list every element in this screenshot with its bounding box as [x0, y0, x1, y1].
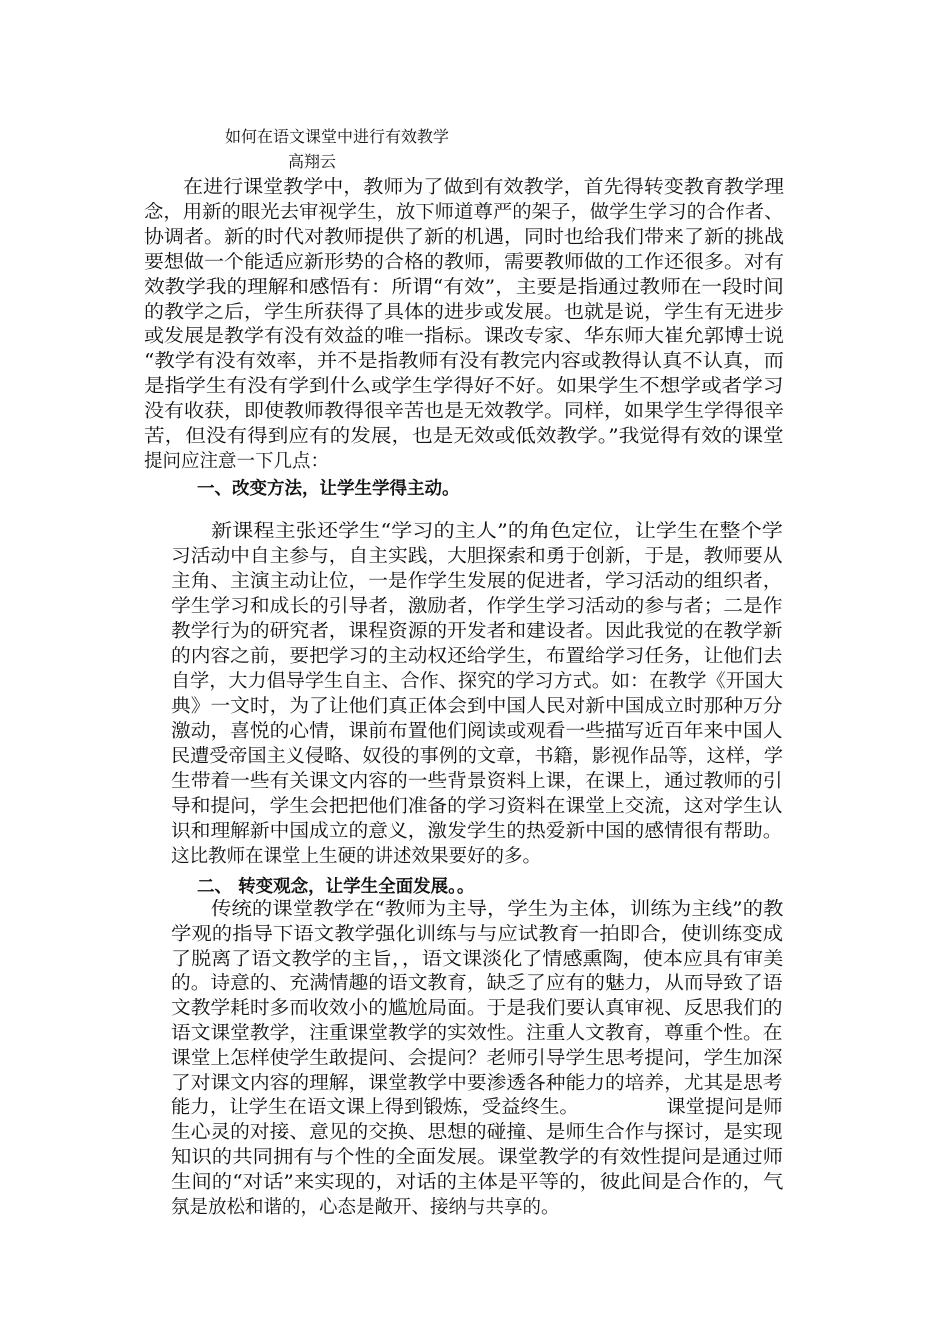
text-line: 识和理解新中国成立的意义，激发学生的热爱新中国的感情很有帮助。 — [171, 821, 783, 842]
text-line: 课堂上怎样使学生敢提问、会提问？老师引导学生思考提问，学生加深 — [171, 1047, 783, 1069]
text-line: 传统的课堂教学在“教师为主导，学生为主体，训练为主线”的教 — [211, 899, 784, 920]
text-line: 生心灵的对接、意见的交换、思想的碰撞、是师生合作与探讨，是实现 — [171, 1122, 783, 1144]
text-line: 在进行课堂教学中，教师为了做到有效教学，首先得转变教育教学理 — [183, 177, 785, 198]
text-line: 了脱离了语文教学的主旨，，语文课淡化了情感熏陶，使本应具有审美 — [171, 948, 784, 970]
text-line: 文教学耗时多而收效小的尴尬局面。于是我们要认真审视、反思我们的 — [171, 998, 783, 1020]
text-line: 氛是放松和谐的，心态是敞开、接纳与共享的。 — [171, 1196, 560, 1218]
document-title: 如何在语文课堂中进行有效教学 — [225, 127, 450, 146]
text-line: 典》一文时，为了让他们真正体会到中国人民对新中国成立时那种万分 — [171, 696, 783, 717]
text-line: 这比教师在课堂上生硬的讲述效果要好的多。 — [171, 846, 542, 867]
text-line: 或发展是教学有没有效益的唯一指标。课改专家、华东师大崔允郭博士说 — [144, 326, 785, 348]
text-line: 念，用新的眼光去审视学生，放下师道尊严的架子，做学生学习的合作者、 — [144, 201, 784, 223]
text-line: 的教学之后，学生所获得了具体的进步或发展。也就是说，学生有无进步 — [144, 301, 785, 323]
text-line: 的。诗意的、充满情趣的语文教育，缺乏了应有的魅力，从而导致了语 — [171, 973, 783, 995]
text-line: 学生学习和成长的引导者，激励者，作学生学习活动的参与者；二是作 — [171, 596, 783, 617]
section-heading-2: 二、 转变观念，让学生全面发展。。 — [197, 877, 475, 897]
text-line: 导和提问，学生会把把他们准备的学习资料在课堂上交流，这对学生认 — [171, 796, 783, 817]
text-line: 提问应注意一下几点： — [144, 450, 330, 472]
text-line: 教学行为的研究者，课程资源的开发者和建设者。因此我觉的在教学新 — [171, 621, 783, 642]
text-line: 了对课文内容的理解，课堂教学中要渗透各种能力的培养，尤其是思考 — [171, 1072, 783, 1094]
text-line: “教学有没有效率，并不是指教师有没有教完内容或教得认真不认真，而 — [144, 351, 784, 373]
text-line: 的内容之前，要把学习的主动权还给学生，布置给学习任务，让他们去 — [171, 646, 783, 667]
text-line: 生带着一些有关课文内容的一些背景资料上课，在课上，通过教师的引 — [171, 771, 783, 792]
text-line: 协调者。新的时代对教师提供了新的机遇，同时也给我们带来了新的挑战 — [144, 226, 785, 248]
text-line: 能力，让学生在语文课上得到锻炼，受益终生。 课堂提问是师 — [171, 1097, 783, 1119]
document-author: 高翔云 — [288, 152, 337, 171]
text-line: 苦，但没有得到应有的发展，也是无效或低效教学。”我觉得有效的课堂 — [144, 426, 784, 447]
section-heading-1: 一、改变方法，让学生学得主动。 — [197, 479, 460, 499]
text-line: 知识的共同拥有与个性的全面发展。课堂教学的有效性提问是通过师 — [171, 1147, 784, 1168]
text-line: 习活动中自主参与，自主实践，大胆探索和勇于创新，于是，教师要从 — [171, 546, 783, 567]
text-line: 没有收获，即使教师教得很辛苦也是无效教学。同样，如果学生学得很辛 — [144, 401, 785, 423]
text-line: 效教学我的理解和感悟有：所谓“有效”，主要是指通过教师在一段时间 — [144, 276, 784, 298]
text-line: 语文课堂教学，注重课堂教学的实效性。注重人文教育，尊重个性。在 — [171, 1023, 783, 1044]
text-line: 激动，喜悦的心情，课前布置他们阅读或观看一些描写近百年来中国人 — [171, 721, 783, 742]
text-line: 要想做一个能适应新形势的合格的教师，需要教师做的工作还很多。对有 — [144, 251, 785, 273]
text-line: 学观的指导下语文教学强化训练与与应试教育一拍即合，使训练变成 — [171, 923, 784, 945]
text-line: 自学，大力倡导学生自主、合作、探究的学习方式。如：在教学《开国大 — [171, 671, 784, 692]
text-line: 生间的“对话”来实现的，对话的主体是平等的，彼此间是合作的，气 — [171, 1171, 784, 1193]
text-line: 民遭受帝国主义侵略、奴役的事例的文章，书籍，影视作品等，这样，学 — [171, 746, 784, 767]
text-line: 新课程主张还学生“学习的主人”的角色定位，让学生在整个学 — [211, 521, 783, 542]
text-line: 是指学生有没有学到什么或学生学得好不好。如果学生不想学或者学习 — [144, 376, 784, 398]
text-line: 主角、主演主动让位，一是作学生发展的促进者，学习活动的组织者， — [171, 571, 783, 592]
